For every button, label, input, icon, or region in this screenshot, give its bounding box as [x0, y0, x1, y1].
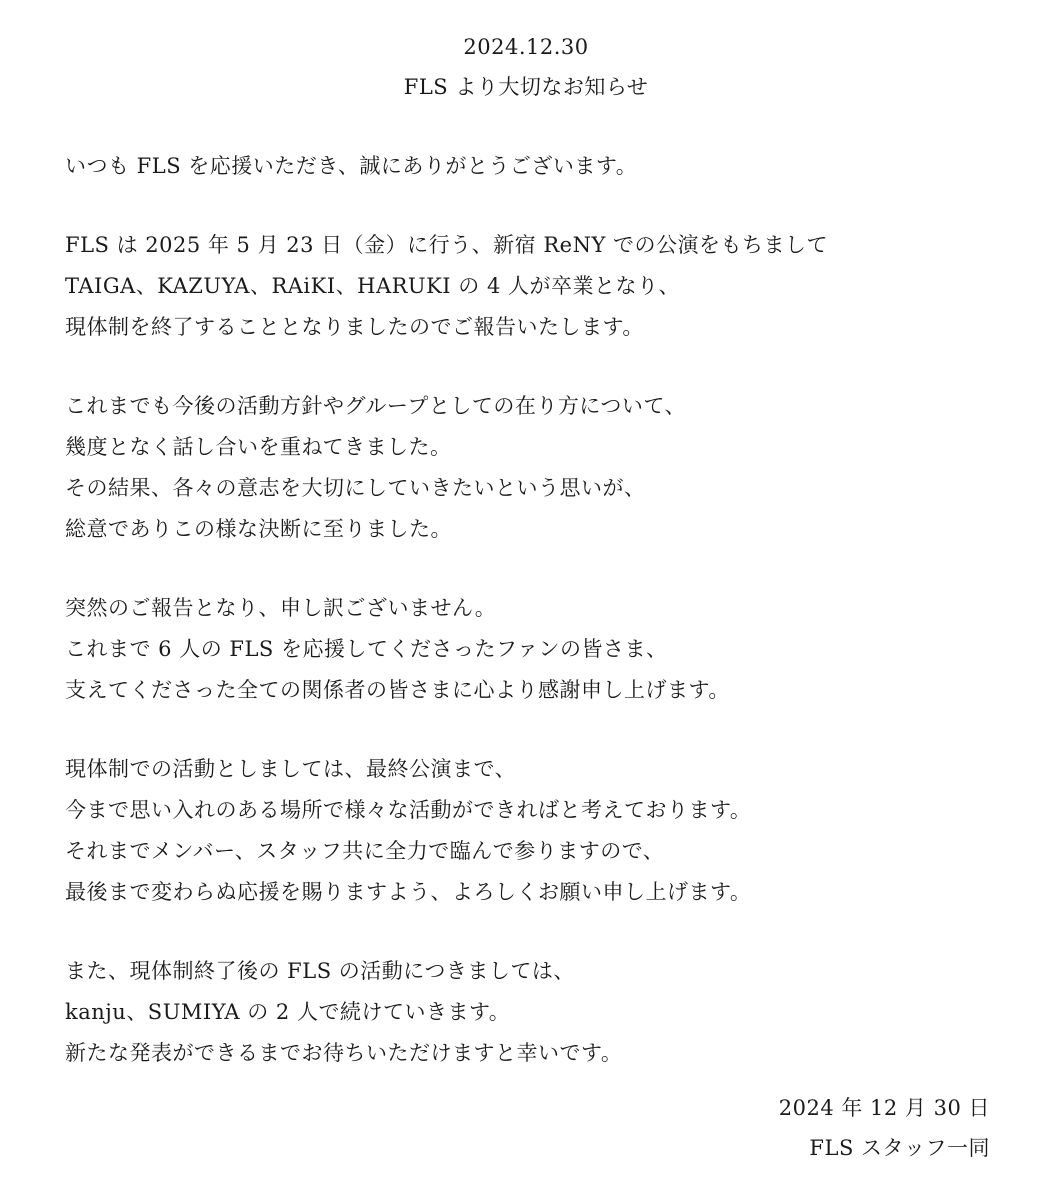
paragraph-apology: [65, 588, 1005, 711]
text-line: また、現体制終了後の FLS の活動につきましては、: [65, 959, 575, 983]
signature-block: [779, 1088, 990, 1168]
announcement-date: 2024.12.30: [463, 35, 589, 59]
text-line: いつも FLS を応援いただき、誠にありがとうございます。: [65, 154, 638, 178]
paragraph-activities: [65, 749, 1005, 913]
text-line: 突然のご報告となり、申し訳ございません。: [65, 596, 497, 620]
paragraph-graduation: [65, 225, 1005, 348]
text-line: 現体制での活動としましては、最終公演まで、: [65, 757, 517, 781]
signature-from: FLS スタッフ一同: [809, 1136, 990, 1160]
text-line: 支えてくださった全ての関係者の皆さまに心より感謝申し上げます。: [65, 678, 730, 702]
text-line: FLS は 2025 年 5 月 23 日（金）に行う、新宿 ReNY での公演をもちまして: [65, 233, 828, 257]
signature-date: 2024 年 12 月 30 日: [778, 1096, 990, 1120]
text-line: その結果、各々の意志を大切にしていきたいという思いが、: [65, 476, 646, 500]
announcement-title: FLS より大切なお知らせ: [403, 75, 649, 99]
text-line: それまでメンバー、スタッフ共に全力で臨んで参りますので、: [65, 839, 665, 863]
text-line: 最後まで変わらぬ応援を賜りますよう、よろしくお願い申し上げます。: [65, 880, 752, 904]
paragraph-future: [65, 951, 1005, 1074]
text-line: これまで 6 人の FLS を応援してくださったファンの皆さま、: [65, 637, 668, 661]
text-line: 新たな発表ができるまでお待ちいただけますと幸いです。: [65, 1041, 623, 1065]
text-line: これまでも今後の活動方針やグループとしての在り方について、: [65, 394, 686, 418]
announcement-body: [65, 146, 1005, 1112]
text-line: TAIGA、KAZUYA、RAiKI、HARUKI の 4 人が卒業となり、: [65, 274, 680, 298]
text-line: kanju、SUMIYA の 2 人で続けていきます。: [65, 1000, 511, 1024]
text-line: 幾度となく話し合いを重ねてきました。: [65, 435, 452, 459]
text-line: 総意でありこの様な決断に至りました。: [65, 517, 452, 541]
text-line: 現体制を終了することとなりましたのでご報告いたします。: [65, 315, 644, 339]
paragraph-greeting: [65, 146, 1005, 187]
text-line: 今まで思い入れのある場所で様々な活動ができればと考えております。: [65, 798, 752, 822]
paragraph-discussion: [65, 386, 1005, 550]
